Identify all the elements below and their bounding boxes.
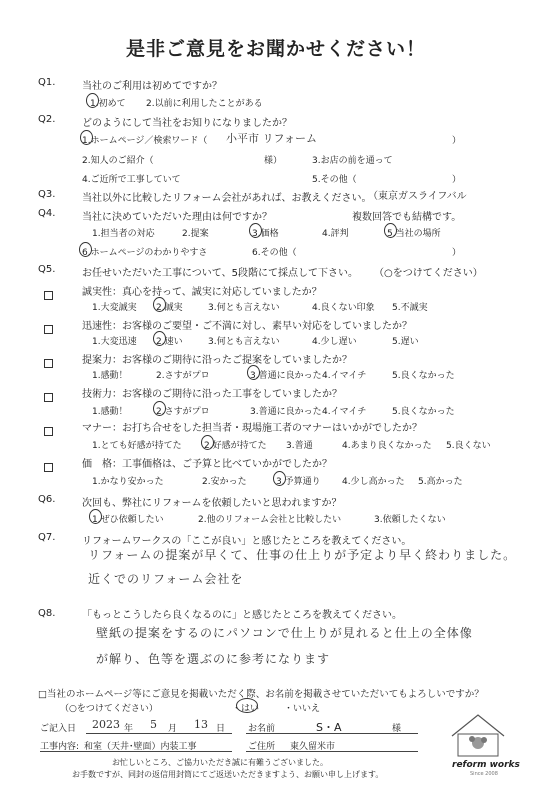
q5-number: Q5. <box>38 264 56 275</box>
q5-item3-circle <box>247 365 260 380</box>
q5-item4-checkbox[interactable] <box>44 387 53 406</box>
date-year: 2023 <box>92 718 120 731</box>
q5-item2-opt1[interactable]: 1.大変迅速 <box>92 337 137 347</box>
q5-item5-opt3[interactable]: 3.普通 <box>286 441 313 451</box>
date-month-unit: 月 <box>168 724 178 734</box>
q5-item6-opt2[interactable]: 2.安かった <box>202 477 247 487</box>
q5-item4-opt1[interactable]: 1.感動！ <box>92 407 128 417</box>
date-label: ご記入日 <box>40 724 77 734</box>
q5-question: お任せいただいた工事について、5段階にて採点して下さい。 <box>82 268 358 279</box>
q4-option-other-close: ） <box>452 248 462 258</box>
q5-item3-opt1[interactable]: 1.感動！ <box>92 371 128 381</box>
q6-option-yes[interactable]: 1.ぜひ依頼したい <box>92 515 164 525</box>
q3-question: 当社以外に比較したリフォーム会社があれば、お教えください。 <box>82 193 372 204</box>
q7-question: リフォームワークスの「ここが良い」と感じたところを教えてください。 <box>82 536 412 547</box>
q4-option-location[interactable]: 5.当社の場所 <box>387 229 441 239</box>
q7-number: Q7. <box>38 532 56 543</box>
q8-handwritten-line2: が解り、色等を選ぶのに参考になります <box>96 652 331 666</box>
q5-item1-opt3[interactable]: 3.何とも言えない <box>208 303 280 313</box>
q5-item6-circle <box>273 471 286 486</box>
q8-question: 「もっとこうしたら良くなるのに」と感じたところを教えてください。 <box>82 610 402 621</box>
q5-item1-opt5[interactable]: 5.不誠実 <box>392 303 428 313</box>
q5-item4-question: 技術力：お客様のご期待に沿った工事をしていましたか？ <box>82 389 342 400</box>
name-suffix: 様 <box>392 724 402 734</box>
q5-item4-circle <box>153 401 166 416</box>
logo-subtext: Since 2008 <box>470 771 498 777</box>
q5-item5-opt2[interactable]: 2.好感が持てた <box>204 441 267 451</box>
q1-option-repeat[interactable]: 2.以前に利用したことがある <box>146 99 263 109</box>
customer-name: S・A <box>316 721 342 734</box>
q5-item2-circle <box>153 331 166 346</box>
date-day-unit: 日 <box>216 724 226 734</box>
q3-handwritten-answer: （東京ガスライフバル <box>368 191 467 202</box>
q5-note: （○をつけてください） <box>374 268 483 279</box>
q5-item5-opt5[interactable]: 5.良くない <box>446 441 491 451</box>
work-label: 工事内容: <box>40 742 80 752</box>
q5-item4-opt2[interactable]: 2.さすがプロ <box>156 407 210 417</box>
consent-yes[interactable]: ・はい <box>232 704 260 714</box>
work-underline <box>40 751 232 752</box>
work-content: 和室（天井･壁面）内装工事 <box>84 742 197 752</box>
q5-item6-checkbox[interactable] <box>44 457 53 476</box>
q2-option-referral[interactable]: 2.知人のご紹介（ <box>82 156 154 166</box>
logo-text: reform works <box>452 760 520 770</box>
q5-item3-opt4[interactable]: 4.イマイチ <box>322 371 367 381</box>
date-year-unit: 年 <box>124 724 134 734</box>
q2-option-referral-suffix: 様） <box>264 156 283 166</box>
q5-item6-opt5[interactable]: 5.高かった <box>418 477 463 487</box>
q6-option-compare[interactable]: 2.他のリフォーム会社と比較したい <box>198 515 342 525</box>
q4-option-other[interactable]: 6.その他（ <box>252 248 297 258</box>
q5-item1-circle <box>153 297 166 312</box>
q4-homepage-circle <box>79 242 92 257</box>
address-value: 東久留米市 <box>290 742 336 752</box>
q6-answer-circle <box>89 509 102 524</box>
q5-item1-opt4[interactable]: 4.良くない印象 <box>312 303 375 313</box>
name-label: お名前 <box>248 724 276 734</box>
q5-item6-opt3[interactable]: 3.予算通り <box>276 477 321 487</box>
q5-item2-opt3[interactable]: 3.何とも言えない <box>208 337 280 347</box>
q2-option-homepage[interactable]: 1.ホームページ／検索ワード（ <box>82 136 208 146</box>
q5-item3-checkbox[interactable] <box>44 353 53 372</box>
q6-question: 次回も、弊社にリフォームを依頼したいと思われますか？ <box>82 498 342 509</box>
q6-number: Q6. <box>38 494 56 505</box>
q4-option-price[interactable]: 3.価格 <box>252 229 279 239</box>
consent-question: □当社のホームページ等にご意見を掲載いただく際、お名前を掲載させていただいてもよろしいですか？ <box>38 689 484 700</box>
q5-item5-circle <box>201 435 214 450</box>
q4-option-reputation[interactable]: 4.評判 <box>322 229 349 239</box>
q8-number: Q8. <box>38 608 56 619</box>
q5-item1-question: 誠実性：真心を持って、誠実に対応していましたか？ <box>82 287 322 298</box>
q2-option-other-close: ） <box>452 175 462 185</box>
q5-item3-opt3[interactable]: 3.普通に良かった <box>250 371 322 381</box>
q5-item2-question: 迅速性：お客様のご要望・ご不満に対し、素早い対応をしていましたか？ <box>82 321 412 332</box>
address-label: ご住所 <box>248 742 276 752</box>
q2-answer-circle <box>80 130 93 145</box>
q5-item6-question: 価 格：工事価格は、ご予算と比べていかがでしたか？ <box>82 459 332 470</box>
q4-option-proposal[interactable]: 2.提案 <box>182 229 209 239</box>
page-title: 是非ご意見をお聞かせください！ <box>125 38 426 60</box>
q2-question: どのようにして当社をお知りになりましたか？ <box>82 118 292 129</box>
q5-item5-checkbox[interactable] <box>44 421 53 440</box>
q5-item1-opt2[interactable]: 2.誠実 <box>156 303 183 313</box>
q4-location-circle <box>384 223 397 238</box>
q4-option-homepage[interactable]: 6.ホームページのわかりやすさ <box>82 248 208 258</box>
q5-item5-opt1[interactable]: 1.とても好感が持てた <box>92 441 182 451</box>
q5-item1-opt1[interactable]: 1.大変誠実 <box>92 303 137 313</box>
footer-thanks: お忙しいところ、ご協力いただき誠に有難うございました。 <box>112 758 328 767</box>
consent-yes-circle <box>236 698 258 713</box>
q1-question: 当社のご利用は初めてですか？ <box>82 81 222 92</box>
q1-answer-circle <box>86 93 99 108</box>
q5-item4-opt4[interactable]: 4.イマイチ <box>322 407 367 417</box>
date-day: 13 <box>194 718 208 731</box>
q8-handwritten-line1: 壁紙の提案をするのにパソコンで仕上りが見れると仕上の全体像 <box>96 626 473 640</box>
date-underline <box>86 733 232 734</box>
consent-no[interactable]: ・いいえ <box>284 704 321 714</box>
q5-item3-question: 提案力：お客様のご期待に沿ったご提案をしていましたか？ <box>82 355 352 366</box>
name-underline <box>246 733 418 734</box>
q4-question: 当社に決めていただいた理由は何ですか？ <box>82 212 272 223</box>
q1-option-first[interactable]: 1.初めて <box>90 99 126 109</box>
q5-item2-opt5[interactable]: 5.遅い <box>392 337 419 347</box>
q2-option-neighborhood[interactable]: 4.ご近所で工事していて <box>82 175 181 185</box>
q6-option-no[interactable]: 3.依頼したくない <box>374 515 446 525</box>
q5-item2-opt4[interactable]: 4.少し遅い <box>312 337 357 347</box>
q2-option-other[interactable]: 5.その他（ <box>312 175 357 185</box>
q3-number: Q3. <box>38 189 56 200</box>
q5-item3-opt2[interactable]: 2.さすがプロ <box>156 371 210 381</box>
q7-handwritten-line1: リフォームの提案が早くて、仕事の仕上りが予定より早く終わりました。 <box>88 548 517 562</box>
q5-item2-opt2[interactable]: 2.速い <box>156 337 183 347</box>
q4-price-circle <box>249 223 262 238</box>
q1-number: Q1. <box>38 77 56 88</box>
footer-return-note: お手数ですが、同封の返信用封筒にてご返送いただきますよう、お願い申し上げます。 <box>72 770 384 779</box>
reform-works-logo <box>448 712 508 758</box>
q4-number: Q4. <box>38 208 56 219</box>
q5-item3-opt5[interactable]: 5.良くなかった <box>392 371 455 381</box>
q4-option-staff[interactable]: 1.担当者の対応 <box>92 229 155 239</box>
consent-note: （○をつけてください） <box>60 704 158 714</box>
q7-handwritten-line2: 近くでのリフォーム会社を <box>88 572 244 586</box>
q2-option-homepage-close: ） <box>452 136 462 146</box>
q2-option-store[interactable]: 3.お店の前を通って <box>312 156 393 166</box>
q4-note: 複数回答でも結構です。 <box>352 212 462 223</box>
q2-number: Q2. <box>38 114 56 125</box>
q5-item5-opt4[interactable]: 4.あまり良くなかった <box>342 441 432 451</box>
q5-item4-opt3[interactable]: 3.普通に良かった <box>250 407 322 417</box>
q5-item4-opt5[interactable]: 5.良くなかった <box>392 407 455 417</box>
date-month: 5 <box>150 718 157 731</box>
q5-item6-opt1[interactable]: 1.かなり安かった <box>92 477 164 487</box>
q5-item6-opt4[interactable]: 4.少し高かった <box>342 477 405 487</box>
q5-item5-question: マナー：お打ち合せをした担当者・現場施工者のマナーはいかがでしたか？ <box>82 423 422 434</box>
q5-item2-checkbox[interactable] <box>44 319 53 338</box>
address-underline <box>246 751 418 752</box>
q5-item1-checkbox[interactable] <box>44 285 53 304</box>
q2-handwritten-keyword: 小平市 リフォーム <box>226 132 317 145</box>
